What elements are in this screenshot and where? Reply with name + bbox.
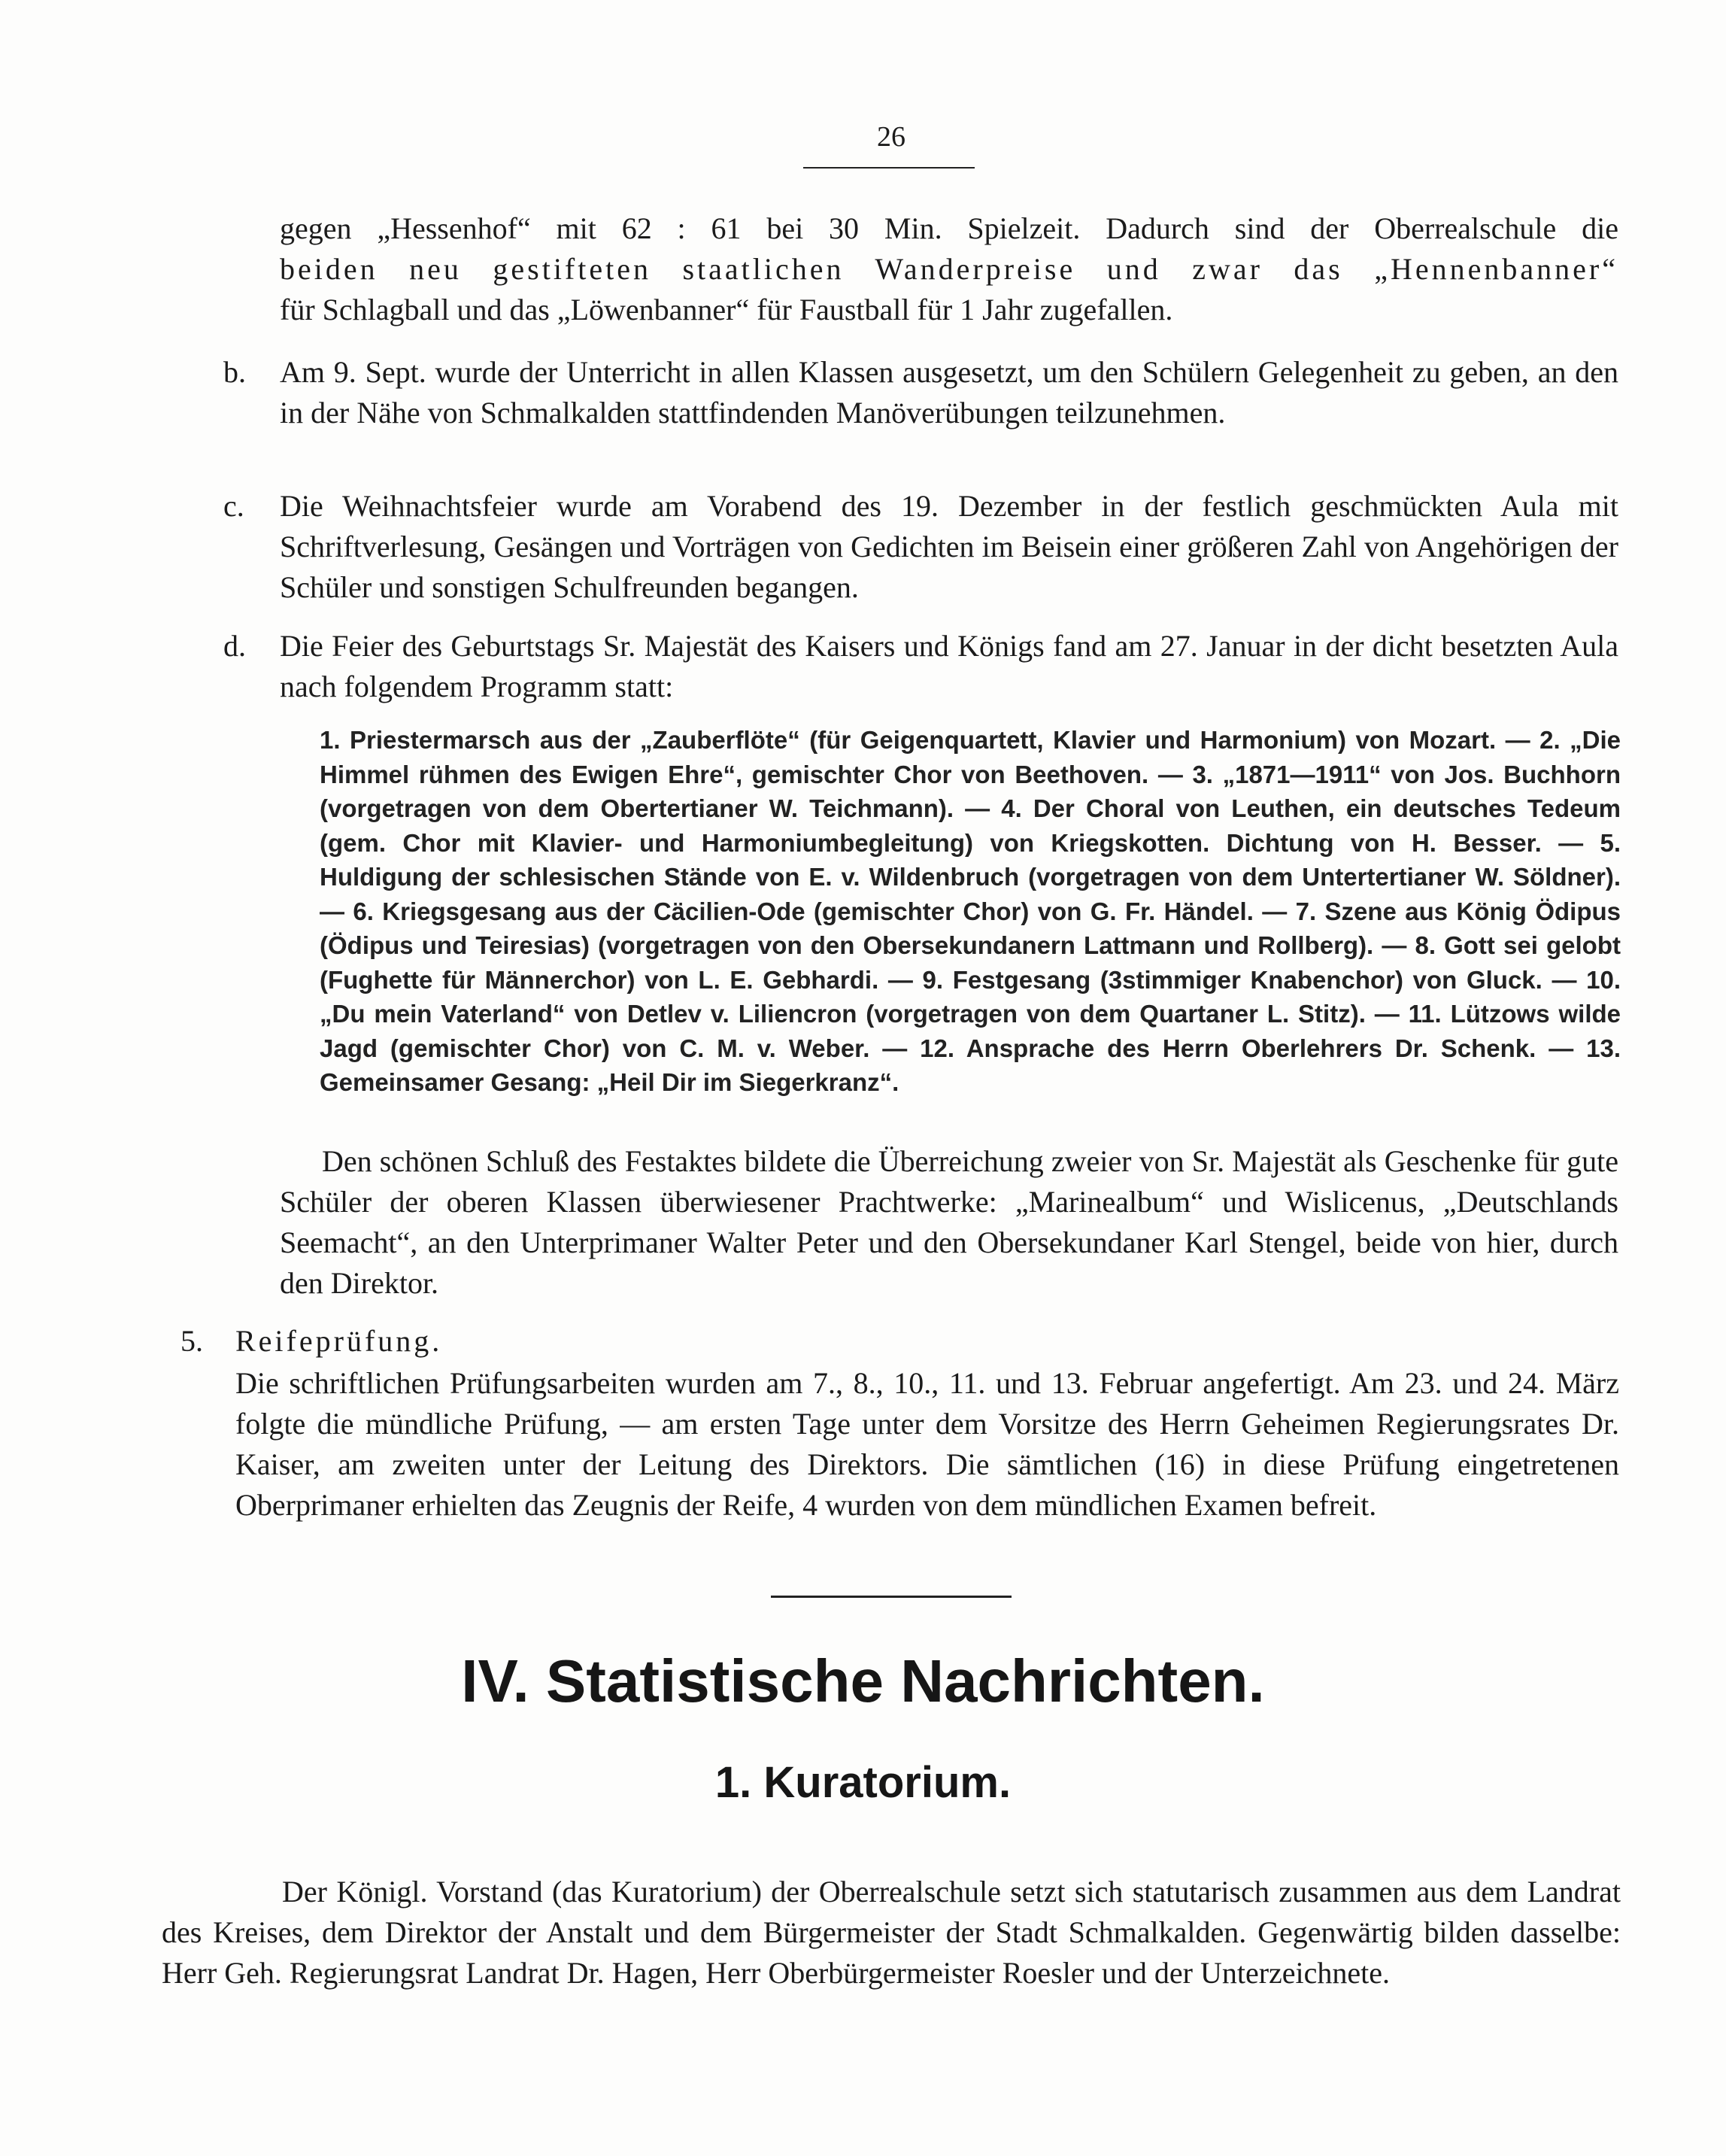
item-d-closing xyxy=(280,1141,1618,1304)
section-5-paragraph: Die schriftlichen Prüfungsarbeiten wurden am 7., 8., 10., 11. und 13. Februar angefertigt. Am 23. und 24. März folgte die mündliche Prüfung, — am ersten Tage unter dem Vorsitze des Herrn Geheimen Regierungsrates Dr. Kaiser, am zweiten unter der Leitung des Direktors. Die sämtlichen (16) in diese Prüfung eingetretenen Oberprimaner erhielten das Zeugnis der Reife, 4 wurden von dem mündlichen Examen befreit. xyxy=(235,1366,1619,1522)
section-a-continuation xyxy=(280,208,1618,330)
sub-heading: 1. Kuratorium. xyxy=(714,1758,1012,1807)
main-heading: IV. Statistische Nachrichten. xyxy=(461,1647,1265,1714)
item-c-text xyxy=(280,486,1618,608)
item-c-label: c. xyxy=(223,489,244,523)
page-number: 26 xyxy=(877,121,905,153)
section-a-line: für Schlagball und das „Löwenbanner“ für Faustball für 1 Jahr zugefallen. xyxy=(280,293,1173,326)
item-d-label: d. xyxy=(223,629,246,663)
item-b-label: b. xyxy=(223,355,246,389)
kuratorium-text xyxy=(162,1872,1621,1994)
item-d-paragraph: Die Feier des Geburtstags Sr. Majestät des Kaisers und Königs fand am 27. Januar in der dicht besetzten Aula nach folgendem Programm statt: xyxy=(280,629,1618,703)
item-b-text xyxy=(280,352,1618,433)
item-b-paragraph: Am 9. Sept. wurde der Unterricht in allen Klassen ausgesetzt, um den Schülern Gelegenheit zu geben, an den in der Nähe von Schmalkalden stattfindenden Manöverübungen teilzunehmen. xyxy=(280,355,1618,430)
section-5-text xyxy=(235,1363,1619,1526)
section-a-line: beiden neu gestifteten staatlichen Wanderpreise und zwar das „Hennenbanner“ xyxy=(280,252,1618,286)
section-5-label: 5. xyxy=(180,1324,203,1358)
item-d-text xyxy=(280,626,1618,707)
page-number-rule xyxy=(803,167,975,169)
section-a-line: gegen „Hessenhof“ mit 62 : 61 bei 30 Min. Spielzeit. Dadurch sind der Oberrealschule die xyxy=(280,211,1618,245)
section-5-title: Reifeprüfung. xyxy=(235,1324,443,1358)
section-divider xyxy=(771,1596,1012,1598)
festival-program: 1. Priestermarsch aus der „Zauberflöte“ (für Geigenquartett, Klavier und Harmonium) von Mozart. — 2. „Die Himmel rühmen des Ewigen Ehre“, gemischter Chor von Beethoven. — 3. „1871—1911“ von Jos. Buchhorn (vorgetragen von dem Obertertianer W. Teichmann). — 4. Der Choral von Leuthen, ein deutsches Tedeum (gem. Chor mit Klavier- und Harmoniumbegleitung) von Kriegskotten. Dichtung von H. Besser. — 5. Huldigung der schlesischen Stände von E. v. Wildenbruch (vorgetragen von dem Untertertianer W. Söldner). — 6. Kriegsgesang aus der Cäcilien-Ode (gemischter Chor) von G. Fr. Händel. — 7. Szene aus König Ödipus (Ödipus und Teiresias) (vorgetragen von den Obersekundanern Lattmann und Rollberg). — 8. Gott sei gelobt (Fughette für Männerchor) von L. E. Gebhardi. — 9. Festgesang (3stimmiger Knabenchor) von Gluck. — 10. „Du mein Vaterland“ von Detlev v. Liliencron (vorgetragen von dem Quartaner L. Stitz). — 11. Lützows wilde Jagd (gemischter Chor) von C. M. v. Weber. — 12. Ansprache des Herrn Oberlehrers Dr. Schenk. — 13. Gemeinsamer Gesang: „Heil Dir im Siegerkranz“. xyxy=(320,726,1621,1096)
kuratorium-paragraph: Der Königl. Vorstand (das Kuratorium) der Oberrealschule setzt sich statutarisch zusammen aus dem Landrat des Kreises, dem Direktor der Anstalt und dem Bürgermeister der Stadt Schmalkalden. Gegenwärtig bilden dasselbe: Herr Geh. Regierungsrat Landrat Dr. Hagen, Herr Oberbürgermeister Roesler und der Unterzeichnete. xyxy=(162,1875,1621,1990)
item-d-closing-paragraph: Den schönen Schluß des Festaktes bildete die Überreichung zweier von Sr. Majestät als Geschenke für gute Schüler der oberen Klassen überwiesener Prachtwerke: „Marinealbum“ und Wislicenus, „Deutschlands Seemacht“, an den Unterprimaner Walter Peter und den Obersekundaner Karl Stengel, beide von hier, durch den Direktor. xyxy=(280,1144,1618,1300)
item-c-paragraph: Die Weihnachtsfeier wurde am Vorabend des 19. Dezember in der festlich geschmückten Aula mit Schriftverlesung, Gesängen und Vorträgen von Gedichten im Beisein einer größeren Zahl von Angehörigen der Schüler und sonstigen Schulfreunden begangen. xyxy=(280,489,1618,604)
